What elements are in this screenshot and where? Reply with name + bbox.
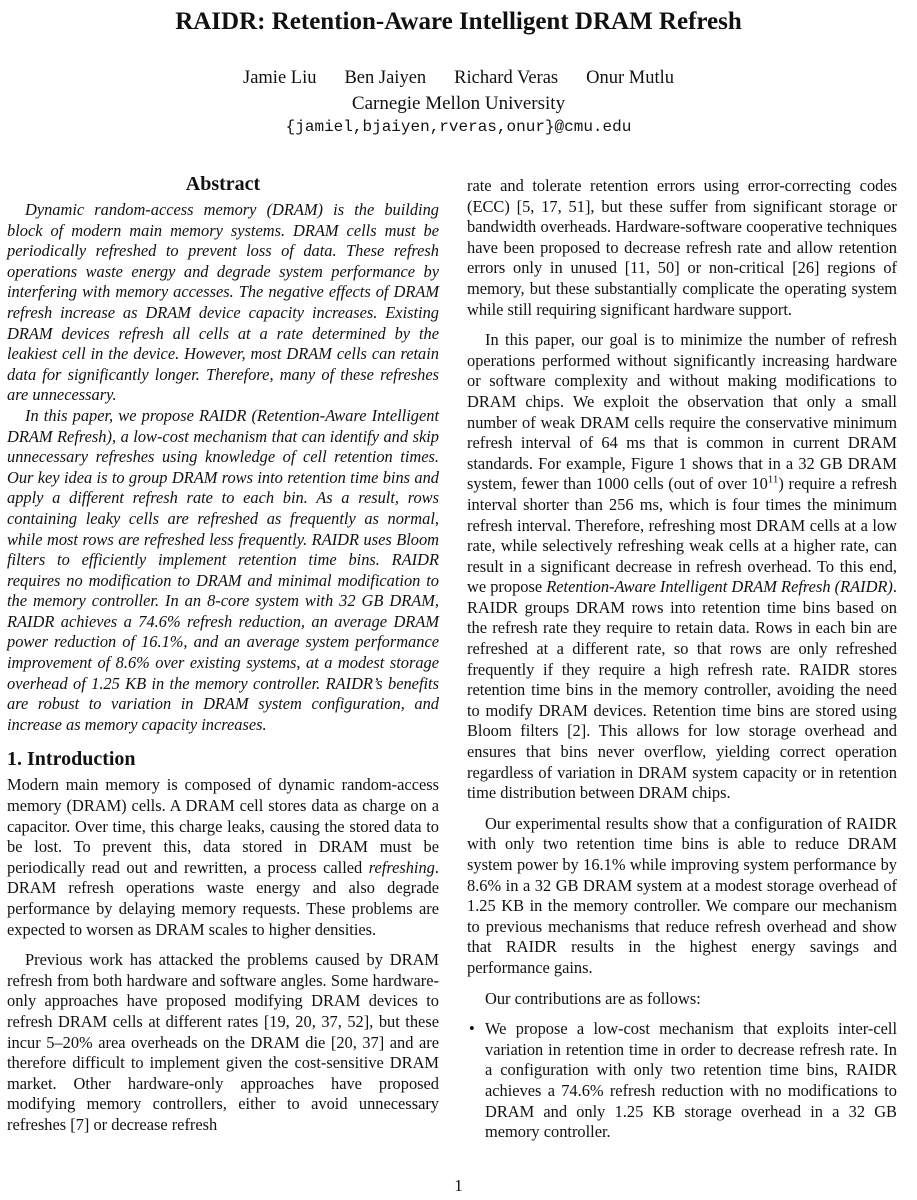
intro-paragraph-5: Our contributions are as follows: bbox=[485, 988, 701, 1008]
intro-p1-emphasis: refreshing bbox=[368, 857, 435, 877]
intro-p3-emphasis: Retention-Aware Intelligent DRAM Refresh (RAIDR) bbox=[546, 577, 893, 597]
author-name: Jamie Liu bbox=[243, 68, 317, 88]
page-number: 1 bbox=[454, 1176, 463, 1195]
contributions-list bbox=[467, 1019, 897, 1143]
affiliation: Carnegie Mellon University bbox=[351, 93, 566, 114]
intro-paragraph-4: Our experimental results show that a configuration of RAIDR with only two retention time bins is able to reduce DRAM system power by 16.1% while improving system performance by 8.6% in a 32 GB DRAM system at a modest storage overhead of 1.25 KB in the memory controller. We compare our mechanism to previous mechanisms that reduce refresh overhead and show that RAIDR results in the highest energy savings and performance gains. bbox=[467, 813, 897, 977]
intro-p3-text-c: . RAIDR groups DRAM rows into retention time bins based on the refresh rate they require to retain data. Rows in each bin are refreshed at a different rate, so that rows are only refreshed frequently if they require a high refresh rate. RAIDR stores retention time bins in the memory controller, avoiding the need to modify DRAM devices. Retention time bins are stored using Bloom filters [2]. This allows for low storage overhead and ensures that bins never overflow, yielding correct operation regardless of variation in DRAM system capacity or in retention time distribution between DRAM chips. bbox=[467, 577, 898, 803]
intro-paragraph-3 bbox=[467, 330, 897, 804]
intro-p3-text-a: In this paper, our goal is to minimize the number of refresh operations performed without significantly increasing hardware or software complexity and without making modifications to DRAM chips. We exploit the observation that only a small number of weak DRAM cells require the conservative minimum refresh interval of 64 ms that is common in current DRAM standards. For example, Figure 1 shows that in a 32 GB DRAM system, fewer than 1000 cells (out of over 10 bbox=[467, 330, 897, 494]
right-column bbox=[467, 176, 897, 1143]
paper-title: RAIDR: Retention-Aware Intelligent DRAM Refresh bbox=[175, 8, 742, 35]
bullet-icon: • bbox=[469, 1019, 475, 1039]
intro-p1-text-a: Modern main memory is composed of dynamic random-access memory (DRAM) cells. A DRAM cell stores data as charge on a capacitor. Over time, this charge leaks, causing the stored data to be lost. To prevent this, data stored in DRAM must be periodically read out and rewritten, a process called bbox=[7, 775, 439, 877]
intro-p1-text-b: . DRAM refresh operations waste energy and also degrade performance by delaying memory requests. These problems are expected to worsen as DRAM scales to higher densities. bbox=[7, 857, 439, 939]
abstract-heading: Abstract bbox=[185, 173, 261, 195]
author-name: Onur Mutlu bbox=[586, 68, 674, 88]
intro-p3-superscript: 11 bbox=[767, 473, 779, 486]
contribution-text: We propose a low-cost mechanism that exploits inter-cell variation in retention time in order to decrease refresh rate. In a configuration with only two retention time bins, RAIDR achieves a 74.6% refresh reduction with no modifications to DRAM and only 1.25 KB storage overhead in a 32 GB memory controller. bbox=[485, 1019, 897, 1142]
author-list bbox=[0, 68, 917, 89]
abstract-paragraph-2: In this paper, we propose RAIDR (Retention-Aware Intelligent DRAM Refresh), a low-cost mechanism that can identify and skip unnecessary refreshes using knowledge of cell retention times. Our key idea is to group DRAM rows into retention time bins and apply a different refresh rate to each bin. As a result, rows containing leaky cells are refreshed as frequently as normal, while most rows are refreshed less frequently. RAIDR uses Bloom filters to efficiently implement retention time bins. RAIDR requires no modification to DRAM and minimal modification to the memory controller. In an 8-core system with 32 GB DRAM, RAIDR achieves a 74.6% refresh reduction, an average DRAM power reduction of 16.1%, and an average system performance improvement of 8.6% over existing systems, at a modest storage overhead of 1.25 KB in the memory controller. RAIDR’s benefits are robust to variation in DRAM system configuration, and increase as memory capacity increases. bbox=[7, 405, 439, 734]
left-column bbox=[7, 172, 439, 1136]
abstract-paragraph-1: Dynamic random-access memory (DRAM) is the building block of modern main memory systems. DRAM cells must be periodically refreshed to prevent loss of data. These refresh operations waste energy and degrade system performance by interfering with memory accesses. The negative effects of DRAM refresh increase as DRAM device capacity increases. Existing DRAM devices refresh all cells at a rate determined by the leakiest cell in the device. However, most DRAM cells can retain data for significantly longer. Therefore, many of these refreshes are unnecessary. bbox=[7, 200, 439, 405]
author-emails: {jamiel,bjaiyen,rveras,onur}@cmu.edu bbox=[285, 118, 632, 136]
intro-p3-text-b: ) require a refresh interval shorter than 256 ms, which is four times the minimum refresh interval. Therefore, refreshing most DRAM cells at a low rate, while selectively refreshing weak cells at a higher rate, can result in a significant decrease in refresh overhead. To this end, we propose bbox=[467, 474, 898, 597]
intro-paragraph-2: Previous work has attacked the problems caused by DRAM refresh from both hardware and software angles. Some hardware-only approaches have proposed modifying DRAM devices to refresh DRAM cells at different rates [19, 20, 37, 52], but these incur 5–20% area overheads on the DRAM die [20, 37] and are therefore difficult to implement given the cost-sensitive DRAM market. Other hardware-only approaches have proposed modifying memory controllers, either to avoid unnecessary refreshes [7] or decrease refresh bbox=[7, 950, 439, 1134]
author-name: Ben Jaiyen bbox=[344, 68, 427, 88]
author-name: Richard Veras bbox=[454, 68, 559, 88]
section-heading-introduction: 1. Introduction bbox=[7, 748, 136, 771]
list-item bbox=[467, 1019, 897, 1143]
intro-paragraph-2-continued: rate and tolerate retention errors using error-correcting codes (ECC) [5, 17, 51], but these suffer from significant storage or bandwidth overheads. Hardware-software cooperative techniques have been proposed to decrease refresh rate and allow retention errors only in unused [11, 50] or non-critical [26] regions of memory, but these substantially complicate the operating system while still requiring significant hardware support. bbox=[467, 176, 897, 319]
intro-paragraph-1 bbox=[7, 775, 439, 940]
